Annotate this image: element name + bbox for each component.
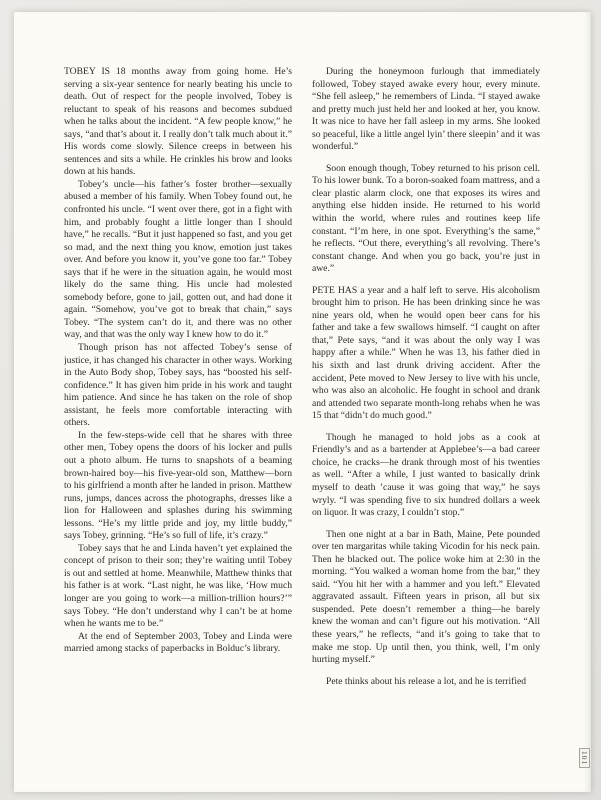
paragraph: TOBEY IS 18 months away from going home. He’s serving a six-year sentence for nearly beating his uncle to death. Out of respect for the people involved, Tobey is reluctant to speak of his reasons and becomes subdued when he talks about the incident. “A few people know,” he says, “and that’s about it. I really don’t talk much about it.” His words come slowly. Silence creeps in between his sentences and sits a while. He crinkles his brow and looks down at his hands. bbox=[64, 66, 292, 178]
left-column bbox=[64, 66, 292, 778]
paragraph: During the honeymoon furlough that immediately followed, Tobey stayed awake every hour, every minute. “She fell asleep,” he remembers of Linda. “I stayed awake and pretty much just held her and looked at her, you know. It was nice to have her fall asleep in my arms. She looked so peaceful, like a little angel lyin’ there sleepin’ and it was wonderful.” bbox=[312, 66, 540, 153]
paragraph: Soon enough though, Tobey returned to his prison cell. To his lower bunk. To a boron-soaked foam mattress, and a clear plastic alarm clock, one that exposes its wires and anything else hidden inside. He returned to his world within the world, where rules and routines keep life constant. “I’m here, in one spot. Everything’s the same,” he reflects. “Out there, everything’s all revolving. There’s constant change. And when you go back, you’re just in awe.” bbox=[312, 162, 540, 275]
paragraph: Tobey’s uncle—his father’s foster brother—sexually abused a member of his family. When Tobey found out, he confronted his uncle. “I went over there, got in a fight with him, and probably fought a little longer than I should have,” he recalls. “But it just happened so fast, and you get so mad, and the next thing you know, emotion just takes over. And before you know it, you’ve gone too far.” Tobey says that if he were in the situation again, he would most likely do the same thing. His uncle had molested somebody before, gone to jail, gotten out, and had done it again. “Somehow, you’ve got to break that chain,” says Tobey. “The system can’t do it, and there was no other way, and that was the only way I knew how to do it.” bbox=[64, 178, 292, 341]
paragraph: In the few-steps-wide cell that he shares with three other men, Tobey opens the doors of his locker and pulls out a photo album. He turns to snapshots of a beaming brown-haired boy—his five-year-old son, Matthew—born to his girlfriend a month after he landed in prison. Matthew runs, jumps, dances across the photographs, dresses like a lion for Halloween and splashes during his swimming lessons. “He’s my little pride and joy, my little buddy,” says Tobey, grinning. “He’s so full of life, it’s crazy.” bbox=[64, 429, 292, 542]
paragraph: At the end of September 2003, Tobey and Linda were married among stacks of paperbacks in Bolduc’s library. bbox=[64, 630, 292, 655]
paragraph: Then one night at a bar in Bath, Maine, Pete pounded over ten margaritas while taking Vicodin for his neck pain. Then he blacked out. The police woke him at 2:30 in the morning. “You walked a woman home from the bar,” they said. “You hit her with a hammer and you left.” Elevated aggravated assault. Fifteen years in prison, all but six suspended. Pete doesn’t remember a thing—he barely knew the woman and can’t figure out his motivation. “All these years,” he reflects, “and it’s going to take that to make me stop. Up until then, you think, well, I’m only hurting myself.” bbox=[312, 528, 540, 666]
paragraph: Tobey says that he and Linda haven’t yet explained the concept of prison to their son; they’re waiting until Tobey is out and settled at home. Meanwhile, Matthew thinks that his father is at work. “Last night, he was like, ‘How much longer are you going to work—a million-trillion hours?’” says Tobey. “He don’t understand why I can’t be at home when he wants me to be.” bbox=[64, 542, 292, 630]
paragraph: Though he managed to hold jobs as a cook at Friendly’s and as a bartender at Applebee’s—a bad career choice, he cracks—he drank through most of his twenties as well. “After a while, I just wanted to basically drink myself to death ’cause it was going that way,” he says wryly. “I was spending five to six hundred dollars a week on liquor. It was crazy, I couldn’t stop.” bbox=[312, 431, 540, 519]
page-number: 101 bbox=[579, 748, 591, 768]
paragraph: Pete thinks about his release a lot, and he is terrified bbox=[326, 675, 527, 687]
paragraph: PETE HAS a year and a half left to serve. His alcoholism brought him to prison. He has been drinking since he was nine years old, when he would open beer cans for his father and take a few swallows himself. “I caught on after that,” Pete says, “and it was about the only way I was happy after a while.” When he was 13, his father died in his sixth and last drunk driving accident. After the accident, Pete moved to New Jersey to live with his uncle, who was also an alcoholic. He fought in school and drank and attended two separate month-long rehabs when he was 15 that “didn’t do much good.” bbox=[312, 284, 540, 422]
text-columns bbox=[64, 66, 555, 774]
book-page bbox=[14, 12, 591, 792]
paragraph: Though prison has not affected Tobey’s sense of justice, it has changed his character in other ways. Working in the Auto Body shop, Tobey says, has “boosted his self-confidence.” It has given him pride in his work and taught him patience. And since he has taken on the role of shop assistant, he feels more comfortable interacting with others. bbox=[64, 342, 292, 429]
right-column bbox=[312, 66, 540, 778]
